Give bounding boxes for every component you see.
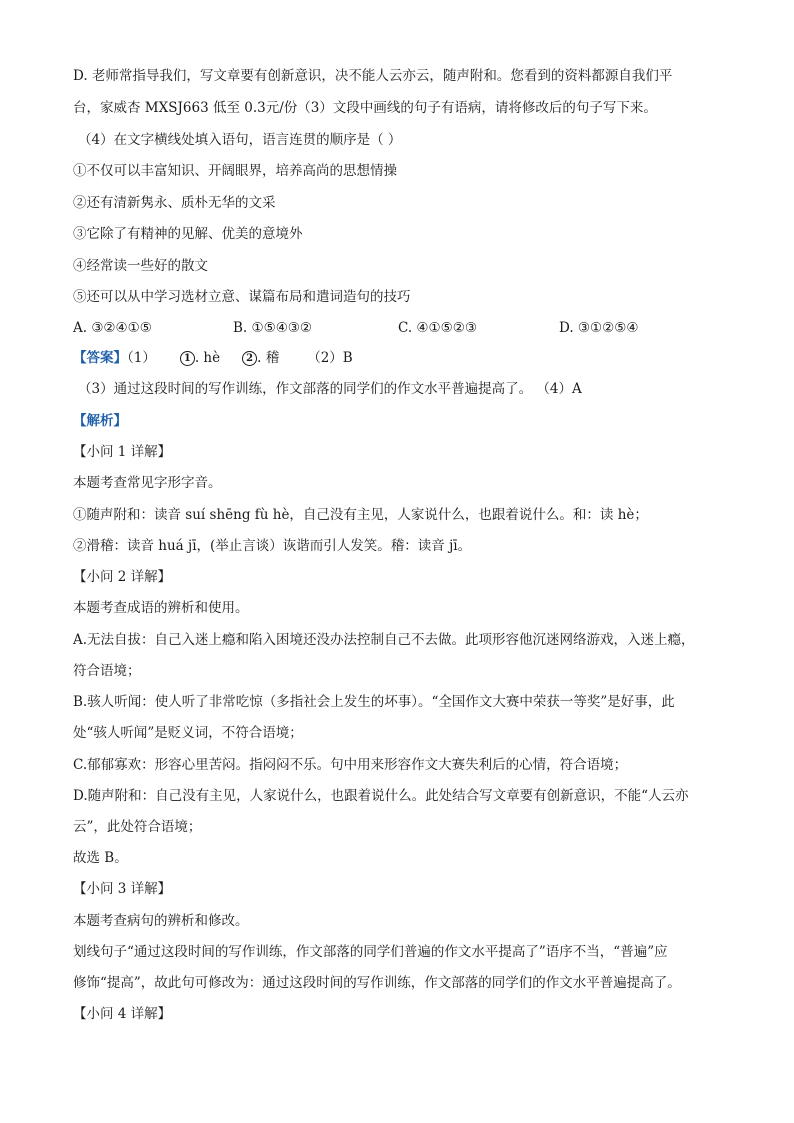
circled-number-2: 2 — [242, 351, 257, 366]
answer-tag: 【答案】 — [73, 350, 127, 366]
analysis-tag: 【解析】 — [73, 413, 127, 429]
sentence-5: ⑤还可以从中学习选材立意、谋篇布局和遣词造句的技巧 — [73, 289, 411, 305]
q2-line-7: D.随声附和：自己没有主见，人家说什么，也跟着说什么。此处结合写文章要有创新意识，不能“人云亦 — [73, 788, 689, 804]
q1-heading: 【小问 1 详解】 — [73, 444, 172, 460]
q2-heading: 【小问 2 详解】 — [73, 569, 172, 585]
q1-line-1: 本题考查常见字形字音。 — [73, 475, 222, 491]
q2-line-1: 本题考查成语的辨析和使用。 — [73, 600, 249, 616]
question-line-2: 台，家威杏 MXSJ663 低至 0.3元/份（3）文段中画线的句子有语病，请将修改后的句子写下来。 — [73, 100, 657, 116]
sentence-2: ②还有清新隽永、质朴无华的文采 — [73, 195, 276, 211]
option-c: C. ④①⑤②③ — [398, 320, 477, 336]
q3-heading: 【小问 3 详解】 — [73, 881, 172, 897]
q1-line-3: ②滑稽：读音 huá jī，(举止言谈）诙谐而引人发笑。稽：读音 jī。 — [73, 538, 472, 554]
q1-line-2: ①随声附和：读音 suí shēng fù hè，自己没有主见，人家说什么，也跟着说什么。和：读 hè； — [73, 507, 648, 523]
option-a: A. ③②④①⑤ — [73, 320, 152, 336]
options-row — [73, 318, 733, 338]
answer-part-2: （2）B — [307, 350, 353, 366]
answer-part-1: （1） — [127, 350, 156, 366]
answer-value-1: . hè — [194, 350, 221, 366]
q2-line-4: B.骇人听闻：使人听了非常吃惊（多指社会上发生的坏事）。“全国作文大赛中荣获一等奖”是好事，此 — [73, 694, 675, 710]
option-b: B. ①⑤④③② — [233, 320, 313, 336]
sentence-3: ③它除了有精神的见解、优美的意境外 — [73, 226, 303, 242]
option-d: D. ③①②⑤④ — [559, 320, 639, 336]
q2-line-5: 处“骇人听闻”是贬义词，不符合语境； — [73, 725, 303, 741]
sentence-1: ①不仅可以丰富知识、开阔眼界，培养高尚的思想情操 — [73, 163, 397, 179]
q4-heading: 【小问 4 详解】 — [73, 1006, 172, 1022]
q3-line-1: 本题考查病句的辨析和修改。 — [73, 913, 249, 929]
q3-line-3: 修饰“提高”，故此句可修改为：通过这段时间的写作训练，作文部落的同学们的作文水平普遍提高了。 — [73, 975, 681, 991]
q2-line-8: 云”，此处符合语境； — [73, 819, 202, 835]
q3-line-2: 划线句子“通过这段时间的写作训练，作文部落的同学们普遍的作文水平提高了”语序不当，“普遍”应 — [73, 944, 668, 960]
q2-line-6: C.郁郁寡欢：形容心里苦闷。指闷闷不乐。句中用来形容作文大赛失利后的心情，符合语境； — [73, 757, 628, 773]
question-4-stem: （4）在文字横线处填入语句，语言连贯的顺序是（ ） — [78, 132, 402, 148]
answer-line-1 — [73, 348, 733, 368]
circled-number-1: 1 — [180, 351, 195, 366]
q2-line-9: 故选 B。 — [73, 850, 128, 866]
question-line-1: D. 老师常指导我们，写文章要有创新意识，决不能人云亦云，随声附和。您看到的资料都源自我们平 — [73, 68, 673, 84]
answer-value-2: . 稽 — [257, 350, 280, 366]
answer-line-2: （3）通过这段时间的写作训练，作文部落的同学们的作文水平普遍提高了。 （4）A — [78, 381, 582, 397]
q2-line-3: 符合语境； — [73, 663, 141, 679]
sentence-4: ④经常读一些好的散文 — [73, 258, 208, 274]
q2-line-2: A.无法自拔：自己入迷上瘾和陷入困境还没办法控制自己不去做。此项形容他沉迷网络游戏，入迷上瘾， — [73, 632, 695, 648]
